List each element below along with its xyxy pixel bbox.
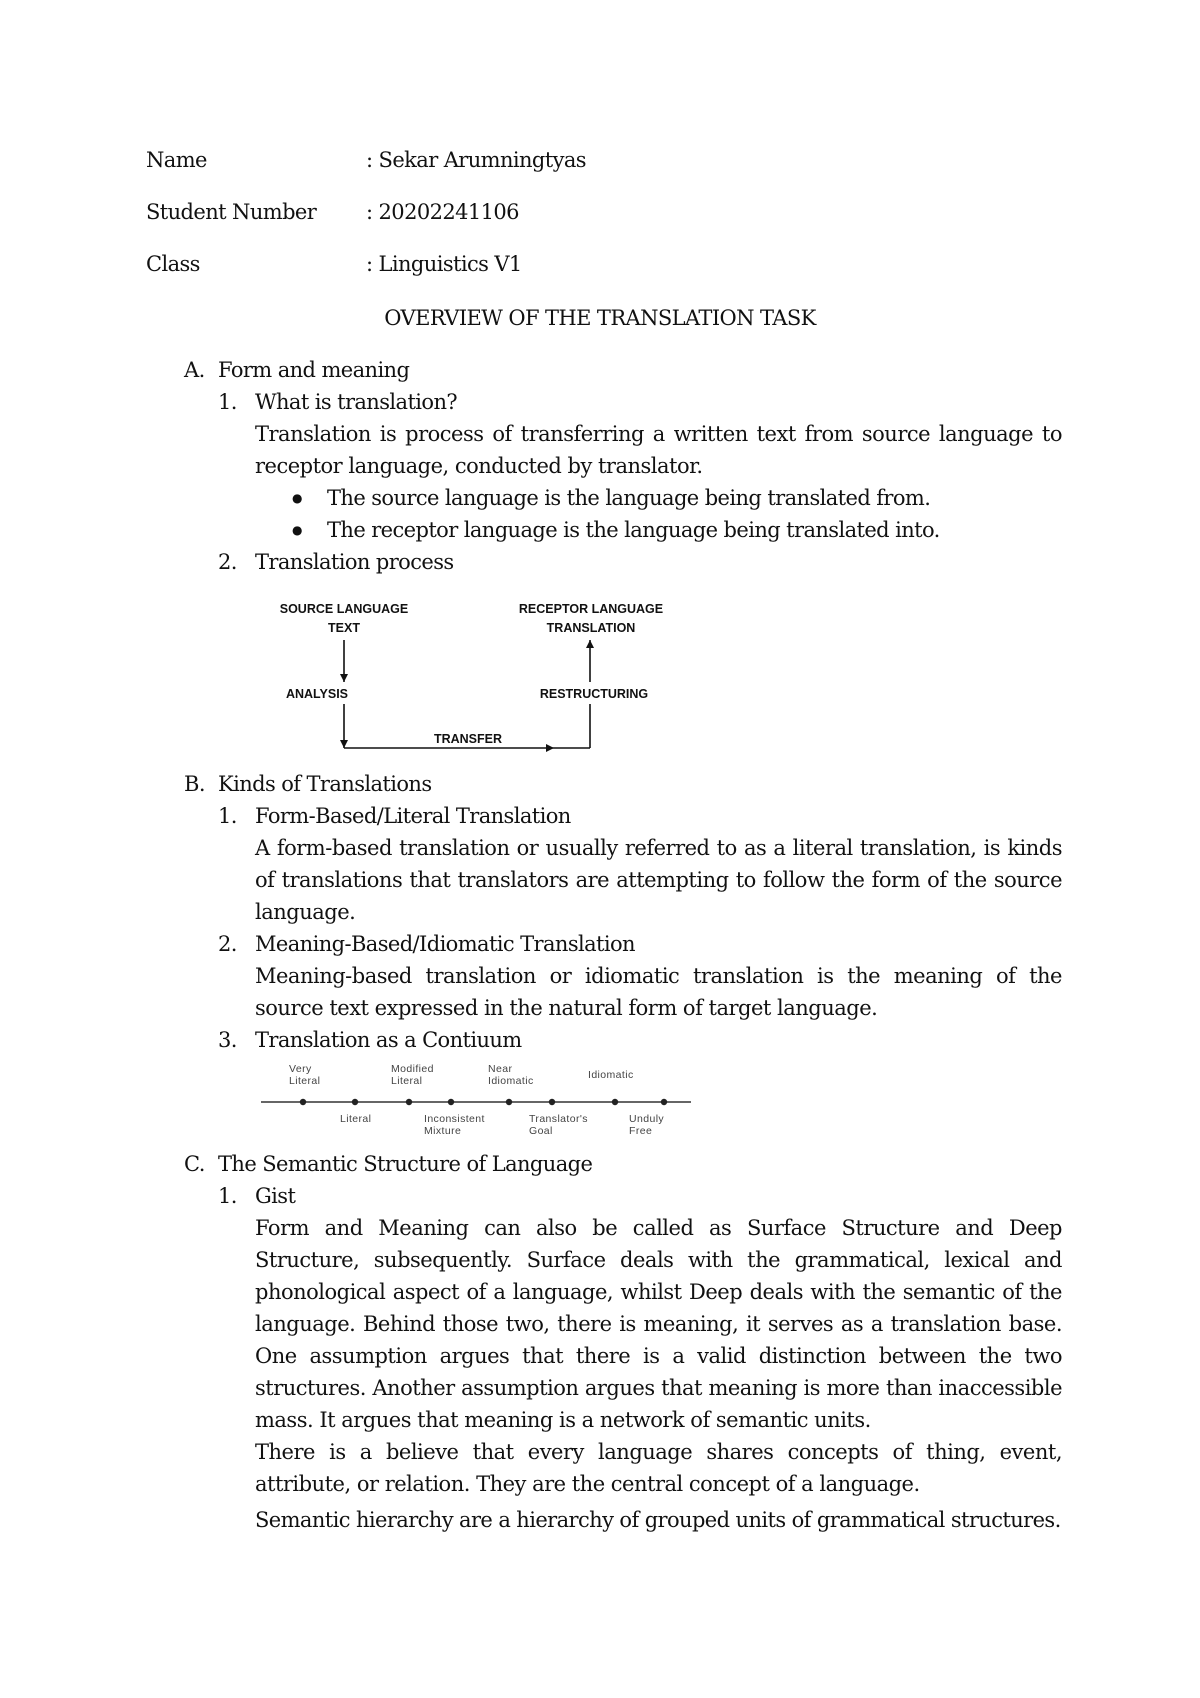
a1-text: Translation is process of transferring a written text from source language to receptor language, conducted by translator. — [255, 422, 1062, 478]
continuum-point — [352, 1099, 358, 1105]
b2-text: Meaning-based translation or idiomatic translation is the meaning of the source text expressed in the natural form of target language. — [255, 964, 1062, 1020]
class-label: Class — [146, 252, 200, 276]
arrow-up-icon — [586, 640, 594, 648]
name-value: : Sekar Arumningtyas — [366, 148, 586, 172]
arrow-right-icon — [546, 744, 554, 752]
bullet-dot: ● — [292, 523, 302, 537]
b1-text: A form-based translation or usually referred to as a literal translation, is kinds of translations that translators are attempting to follow the form of the source language. — [255, 836, 1062, 924]
b1-heading: Form-Based/Literal Translation — [255, 804, 571, 828]
receptor-language-label: RECEPTOR LANGUAGE — [518, 602, 664, 616]
continuum-label: Unduly Free — [629, 1113, 665, 1137]
c1-paragraph-2: There is a believe that every language shares concepts of thing, event, attribute, or relation. They are the central concept of a language. — [255, 1440, 1062, 1496]
translation-continuum-diagram — [255, 1062, 695, 1144]
a1-heading: What is translation? — [255, 390, 458, 414]
source-language-label: SOURCE LANGUAGE — [279, 602, 409, 616]
continuum-label: Modified Literal — [391, 1063, 434, 1087]
continuum-point — [300, 1099, 306, 1105]
a1-bullet-2: The receptor language is the language being translated into. — [327, 518, 940, 542]
analysis-label: ANALYSIS — [285, 687, 349, 701]
student-number-value: : 20202241106 — [366, 200, 519, 224]
bullet-dot: ● — [292, 491, 302, 505]
continuum-label: Near Idiomatic — [488, 1063, 534, 1087]
a1-bullet-1: The source language is the language being translated from. — [327, 486, 931, 510]
translation-process-diagram — [270, 592, 690, 762]
a2-heading: Translation process — [255, 550, 454, 574]
restructuring-label: RESTRUCTURING — [539, 687, 649, 701]
continuum-point — [612, 1099, 618, 1105]
name-label: Name — [146, 148, 207, 172]
b3-marker: 3. — [218, 1028, 237, 1052]
b2-marker: 2. — [218, 932, 237, 956]
arrow-down-icon — [340, 740, 348, 748]
c1-heading: Gist — [255, 1184, 296, 1208]
transfer-label: TRANSFER — [433, 732, 503, 746]
c1-marker: 1. — [218, 1184, 237, 1208]
b3-heading: Translation as a Contiuum — [255, 1028, 522, 1052]
continuum-label: Translator's Goal — [529, 1113, 588, 1137]
section-c-heading: The Semantic Structure of Language — [218, 1152, 593, 1176]
section-b-marker: B. — [184, 772, 205, 796]
section-a-heading: Form and meaning — [218, 358, 410, 382]
continuum-point — [406, 1099, 412, 1105]
section-b-heading: Kinds of Translations — [218, 772, 432, 796]
continuum-label: Inconsistent Mixture — [424, 1113, 485, 1137]
page-title: OVERVIEW OF THE TRANSLATION TASK — [384, 306, 816, 330]
continuum-label: Very Literal — [289, 1063, 321, 1087]
c1-paragraph-1: Form and Meaning can also be called as Surface Structure and Deep Structure, subsequently. Surface deals with the grammatical, lexical and phonological aspect of a language, whilst Deep deals with the semantic of the language. Behind those two, there is meaning, it serves as a translation base. One assumption argues that there is a valid distinction between the two structures. Another assumption argues that meaning is more than inaccessible mass. It argues that meaning is a network of semantic units. — [255, 1216, 1062, 1432]
a2-marker: 2. — [218, 550, 237, 574]
b1-marker: 1. — [218, 804, 237, 828]
source-text-label: TEXT — [328, 621, 360, 635]
section-a-marker: A. — [184, 358, 205, 382]
continuum-label: Idiomatic — [588, 1069, 634, 1081]
class-value: : Linguistics V1 — [366, 252, 522, 276]
continuum-point — [448, 1099, 454, 1105]
section-c-marker: C. — [184, 1152, 205, 1176]
continuum-point — [661, 1099, 667, 1105]
b2-heading: Meaning-Based/Idiomatic Translation — [255, 932, 635, 956]
continuum-point — [506, 1099, 512, 1105]
arrow-down-icon — [340, 674, 348, 682]
a1-marker: 1. — [218, 390, 237, 414]
student-number-label: Student Number — [146, 200, 317, 224]
receptor-translation-label: TRANSLATION — [546, 621, 636, 635]
c1-paragraph-3: Semantic hierarchy are a hierarchy of grouped units of grammatical structures. — [255, 1508, 1061, 1532]
continuum-point — [549, 1099, 555, 1105]
continuum-label: Literal — [340, 1113, 372, 1125]
